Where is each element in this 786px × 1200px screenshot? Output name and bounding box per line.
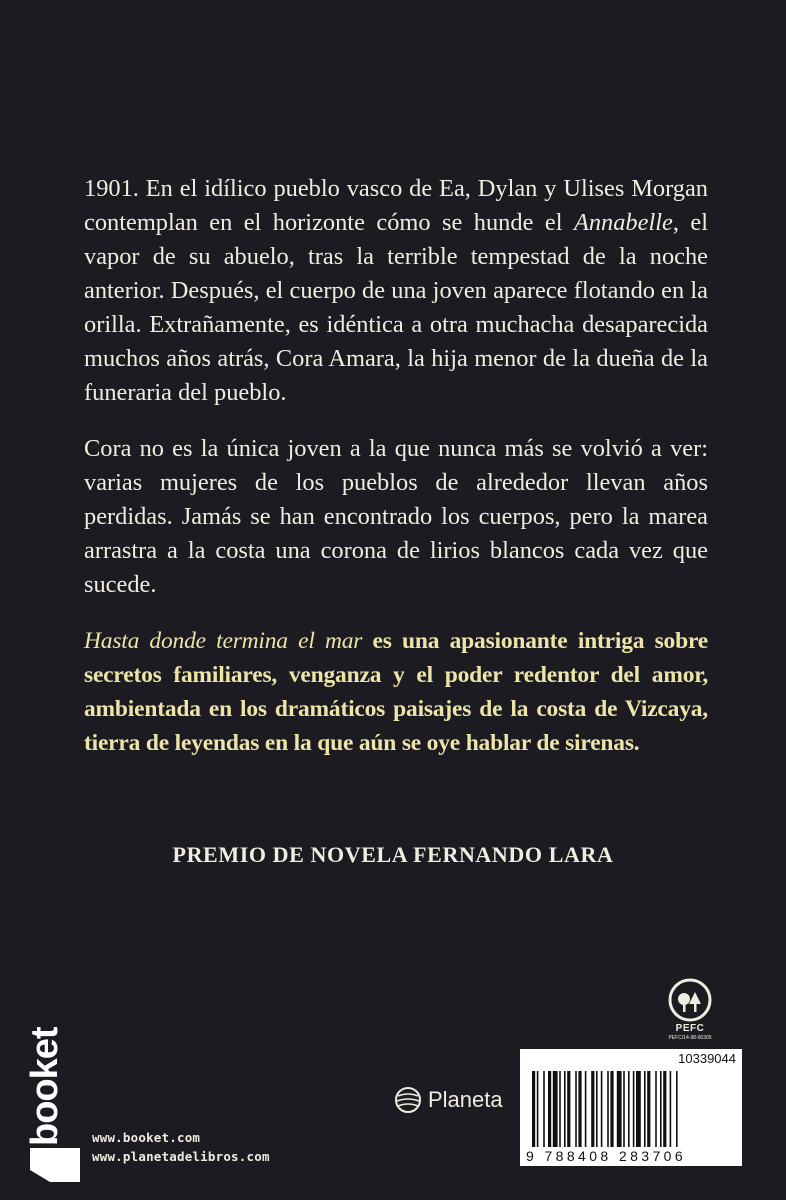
- barcode: [520, 1049, 742, 1166]
- barcode-bar: [601, 1071, 603, 1147]
- barcode-ref-number: 10339044: [678, 1051, 736, 1066]
- planeta-logo: [394, 1082, 503, 1118]
- pefc-code: PEFC/14-38-00305: [668, 1035, 712, 1041]
- barcode-bar: [655, 1071, 657, 1147]
- barcode-bar: [543, 1071, 545, 1147]
- barcode-bar: [585, 1071, 587, 1147]
- barcode-bar: [623, 1071, 625, 1147]
- blurb-paragraph-3: Hasta donde termina el mar es una apasionante intriga sobre secretos familiares, venganza y el poder redentor del amor, ambientada en los dramáticos paisajes de la costa de Vizcaya, tierra de leyendas en la que aún se oye hablar de sirenas.: [84, 628, 708, 756]
- barcode-bar: [559, 1071, 561, 1147]
- barcode-bar: [548, 1071, 551, 1147]
- barcode-bar: [676, 1071, 678, 1147]
- barcode-bar: [575, 1071, 577, 1147]
- book-title: Hasta donde termina el mar: [84, 628, 363, 654]
- barcode-bar: [596, 1071, 598, 1147]
- barcode-bar: [532, 1071, 535, 1147]
- blurb-paragraph-2: Cora no es la única joven a la que nunca más se volvió a ver: varias mujeres de los pueblos de alrededor llevan años perdidas. Jamás se han encontrado los cuerpos, pero la marea arrastra a la costa una corona de lirios blancos cada vez que sucede.: [84, 435, 708, 598]
- barcode-bar: [591, 1071, 594, 1147]
- booket-logo-text: booket: [24, 1027, 66, 1146]
- barcode-bar: [660, 1071, 662, 1147]
- barcode-bar: [607, 1071, 609, 1147]
- barcode-bar: [644, 1071, 646, 1147]
- barcode-bars: [532, 1071, 730, 1147]
- globe-icon: [394, 1086, 422, 1114]
- barcode-bar: [553, 1071, 558, 1147]
- barcode-bar: [670, 1071, 672, 1147]
- barcode-bar: [628, 1071, 630, 1147]
- back-cover-blurb: [84, 172, 708, 782]
- isbn-digits: 9 788408 283706: [526, 1148, 686, 1164]
- ship-name: Annabelle: [573, 209, 673, 236]
- award-line: PREMIO DE NOVELA FERNANDO LARA: [172, 842, 614, 867]
- pefc-label: PEFC: [675, 1023, 705, 1034]
- publisher-urls: [92, 1128, 270, 1166]
- planeta-wordmark: Planeta: [428, 1087, 503, 1112]
- barcode-bar: [537, 1071, 539, 1147]
- barcode-bar: [564, 1071, 566, 1147]
- barcode-bar: [567, 1071, 570, 1147]
- barcode-bar: [578, 1071, 581, 1147]
- barcode-bar: [647, 1071, 650, 1147]
- barcode-bar: [633, 1071, 635, 1147]
- pefc-tree-icon: [668, 978, 712, 1022]
- blurb-paragraph-1: 1901. En el idílico pueblo vasco de Ea, Dylan y Ulises Morgan contemplan en el horizonte cómo se hunde el Annabelle, el vapor de su abuelo, tras la terrible tempestad de la noche anterior. Después, el cuerpo de una joven aparece flotando en la orilla. Extrañamente, es idéntica a otra muchacha desaparecida muchos años atrás, Cora Amara, la hija menor de la dueña de la funeraria del pueblo.: [84, 175, 708, 406]
- url-booket[interactable]: www.booket.com: [92, 1130, 201, 1145]
- url-planetadelibros[interactable]: www.planetadelibros.com: [92, 1149, 270, 1164]
- barcode-bar: [636, 1071, 641, 1147]
- barcode-bar: [610, 1071, 613, 1147]
- barcode-bar: [663, 1071, 666, 1147]
- pefc-certification: [662, 978, 718, 1041]
- barcode-bar: [617, 1071, 622, 1147]
